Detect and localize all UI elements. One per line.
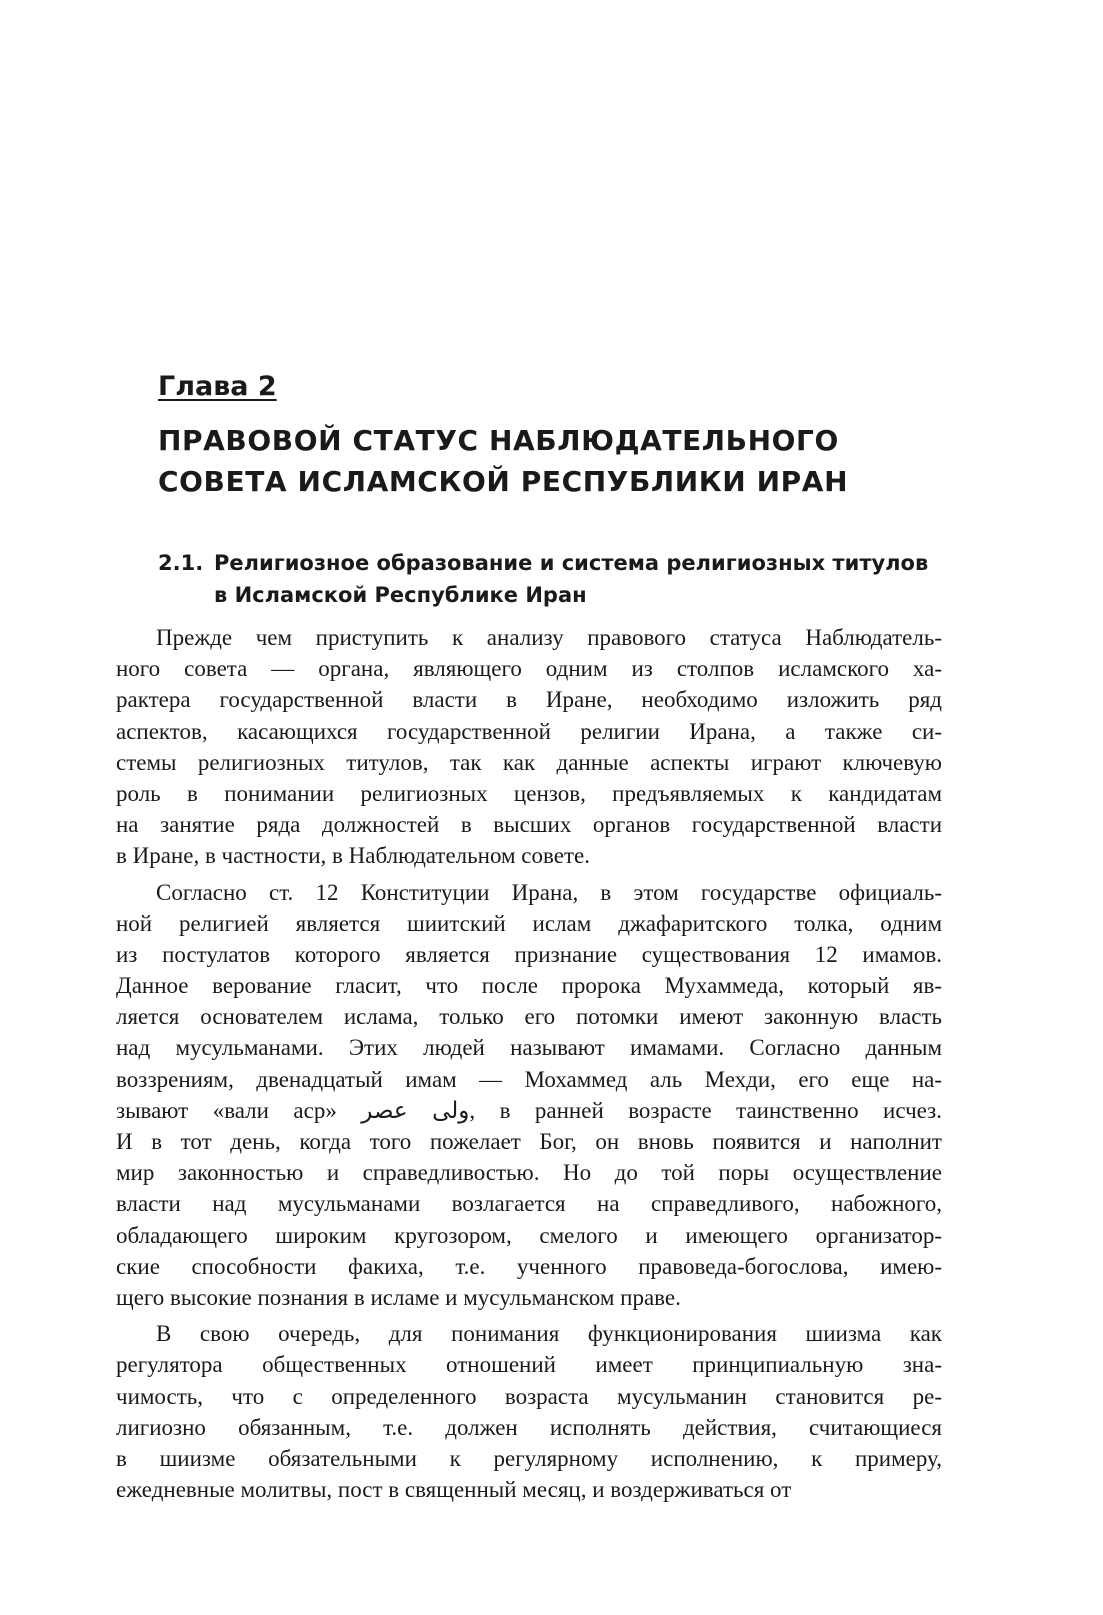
text-line: чимость, что с определенного возраста мусульманин становится ре- (116, 1383, 942, 1409)
body-text (116, 622, 942, 1510)
text-line: ляется основателем ислама, только его потомки имеют законную власть (116, 1004, 942, 1030)
paragraph (116, 877, 942, 1314)
text-line: в Иране, в частности, в Наблюдательном совете. (116, 843, 590, 869)
text-line: регулятора общественных отношений имеет принципиальную зна- (116, 1352, 942, 1378)
text-line: И в тот день, когда того пожелает Бог, он вновь появится и наполнит (116, 1129, 942, 1154)
text-line: стемы религиозных титулов, так как данные аспекты играют ключевую (116, 749, 942, 775)
text-line: обладающего широким кругозором, смелого и имеющего организатор- (116, 1222, 942, 1248)
text-line: рактера государственной власти в Иране, необходимо изложить ряд (116, 687, 942, 713)
chapter-title-line: СОВЕТА ИСЛАМСКОЙ РЕСПУБЛИКИ ИРАН (158, 465, 849, 498)
chapter-title-line: ПРАВОВОЙ СТАТУС НАБЛЮДАТЕЛЬНОГО (158, 424, 839, 457)
section-title-line: в Исламской Республике Иран (214, 583, 587, 607)
section-heading (158, 547, 978, 611)
chapter-title (158, 420, 978, 502)
text-line: над мусульманами. Этих людей называют имамами. Согласно данным (116, 1035, 942, 1061)
text-line: воззрениям, двенадцатый имам — Мохаммед аль Мехди, его еще на- (116, 1066, 942, 1092)
text-line: щего высокие познания в исламе и мусульманском праве. (116, 1284, 681, 1310)
text-line: ские способности факиха, т.е. ученного правоведа-богослова, имею- (116, 1253, 942, 1279)
section-number: 2.1. (158, 551, 204, 575)
section-title-line: Религиозное образование и система религиозных титулов (214, 551, 929, 575)
text-line: роль в понимании религиозных цензов, предъявляемых к кандидатам (116, 780, 942, 806)
text-line: Прежде чем приступить к анализу правового статуса Наблюдатель- (156, 625, 942, 650)
paragraph (116, 622, 942, 872)
text-line: в шиизме обязательными к регулярному исполнению, к примеру, (116, 1445, 942, 1471)
text-line: на занятие ряда должностей в высших органов государственной власти (116, 812, 942, 838)
text-line: аспектов, касающихся государственной религии Ирана, а также си- (116, 718, 942, 744)
text-line: ежедневные молитвы, пост в священный месяц, и воздерживаться от (116, 1477, 792, 1503)
paragraph (116, 1318, 942, 1505)
text-line: зывают «вали аср» ولی عصر, в ранней возрасте таинственно исчез. (116, 1097, 942, 1123)
chapter-label: Глава 2 (158, 371, 277, 402)
text-line: лигиозно обязанным, т.е. должен исполнять действия, считающиеся (116, 1414, 942, 1440)
text-line: мир законностью и справедливостью. Но до той поры осуществление (116, 1160, 942, 1186)
text-line: из постулатов которого является признание существования 12 имамов. (116, 941, 942, 967)
text-line: Согласно ст. 12 Конституции Ирана, в этом государстве официаль- (156, 879, 942, 905)
text-line: ной религией является шиитский ислам джафаритского толка, одним (116, 910, 942, 936)
text-line: власти над мусульманами возлагается на справедливого, набожного, (116, 1191, 942, 1217)
text-line: В свою очередь, для понимания функционирования шиизма как (156, 1321, 942, 1347)
text-line: ного совета — органа, являющего одним из столпов исламского ха- (116, 656, 942, 682)
text-line: Данное верование гласит, что после пророка Мухаммеда, который яв- (116, 973, 942, 999)
